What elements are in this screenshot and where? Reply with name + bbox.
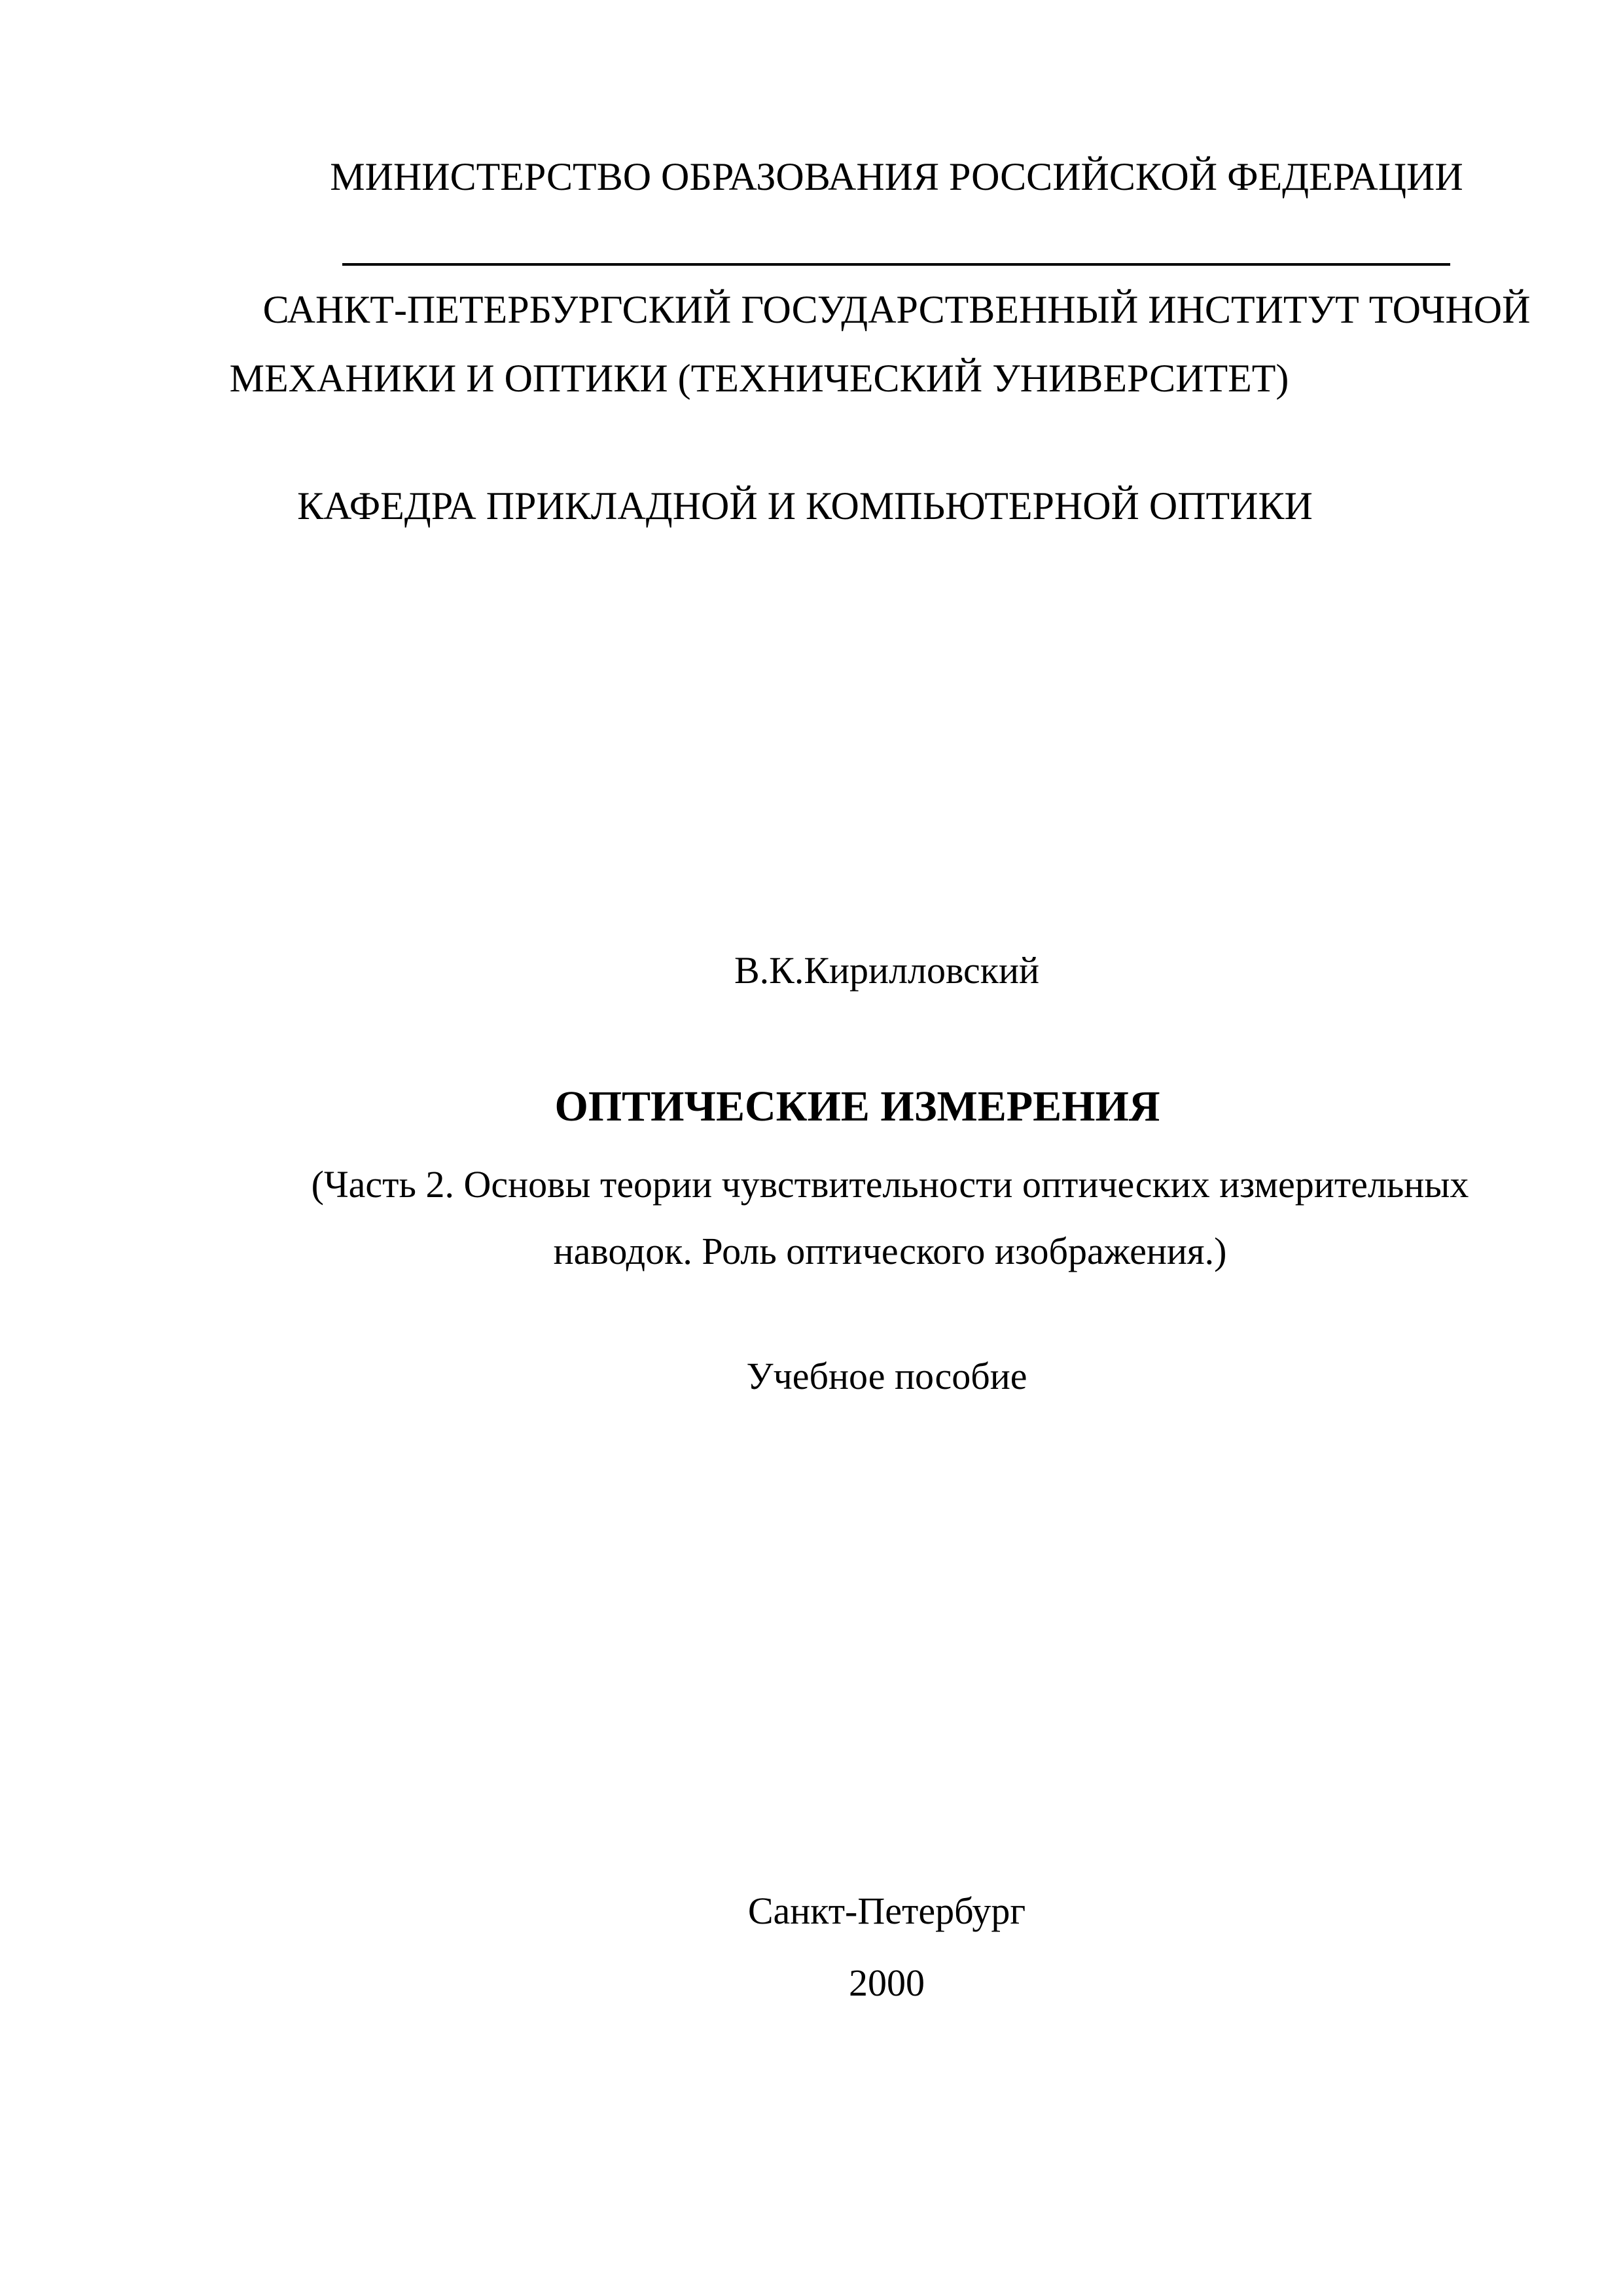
author-name: В.К.Кирилловский: [734, 949, 1040, 992]
document-type: Учебное пособие: [746, 1355, 1027, 1397]
institute-name-line-1: САНКТ-ПЕТЕРБУРГСКИЙ ГОСУДАРСТВЕННЫЙ ИНСТИТУТ ТОЧНОЙ: [262, 288, 1531, 331]
subtitle-line-2: наводок. Роль оптического изображения.): [553, 1230, 1227, 1272]
subtitle-line-1: (Часть 2. Основы теории чувствительности оптических измерительных: [311, 1163, 1469, 1206]
department-name: КАФЕДРА ПРИКЛАДНОЙ И КОМПЬЮТЕРНОЙ ОПТИКИ: [297, 484, 1313, 528]
document-title: ОПТИЧЕСКИЕ ИЗМЕРЕНИЯ: [554, 1083, 1160, 1130]
publication-year: 2000: [849, 1962, 925, 2004]
ministry-heading: МИНИСТЕРСТВО ОБРАЗОВАНИЯ РОССИЙСКОЙ ФЕДЕРАЦИИ: [330, 155, 1463, 198]
institute-name-line-2: МЕХАНИКИ И ОПТИКИ (ТЕХНИЧЕСКИЙ УНИВЕРСИТЕТ): [229, 357, 1289, 400]
publication-city: Санкт-Петербург: [747, 1890, 1026, 1932]
header-divider: [342, 263, 1450, 266]
